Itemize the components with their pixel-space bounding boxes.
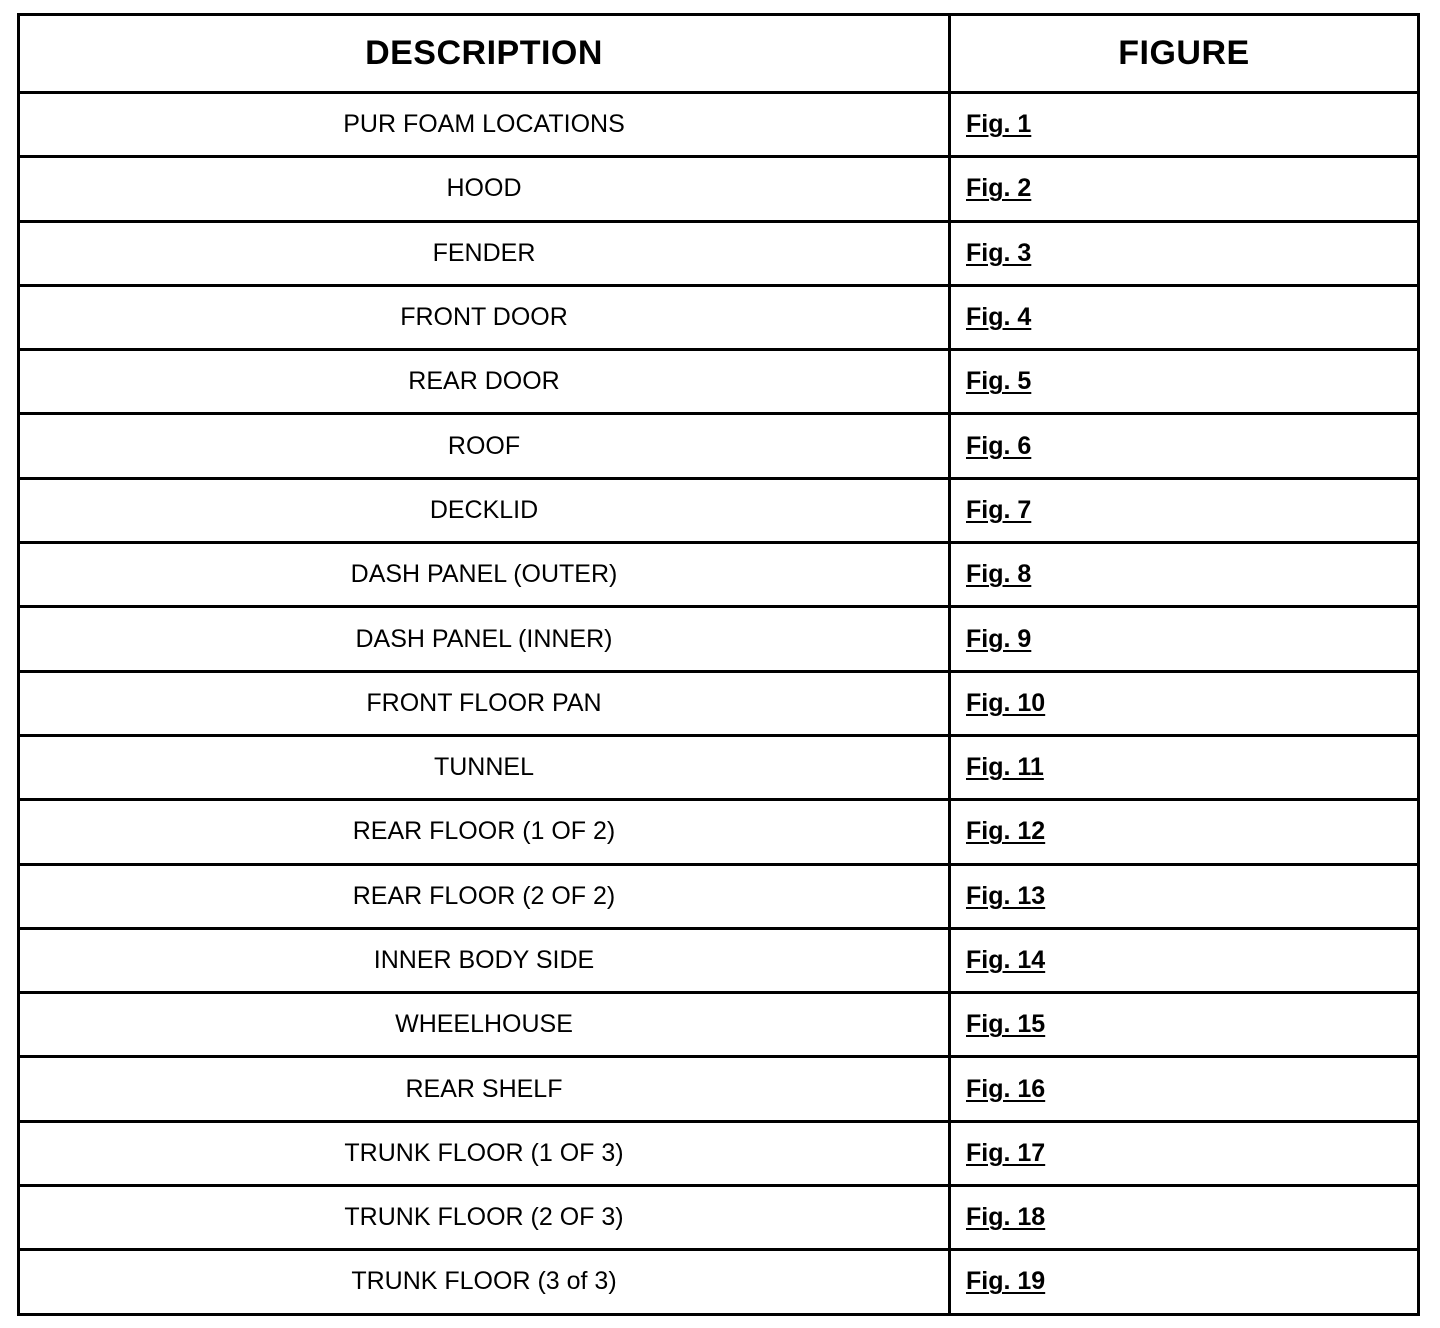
table-row: [19, 414, 1419, 478]
figure-cell: [950, 414, 1419, 478]
figure-cell: [950, 928, 1419, 992]
table-row: [19, 1121, 1419, 1185]
description-cell: TRUNK FLOOR (1 OF 3): [19, 1121, 950, 1185]
figure-link[interactable]: Fig. 16: [966, 1074, 1046, 1103]
description-cell: DASH PANEL (INNER): [19, 607, 950, 671]
figure-link[interactable]: Fig. 17: [966, 1138, 1046, 1167]
figure-cell: [950, 221, 1419, 285]
description-cell: FRONT DOOR: [19, 285, 950, 349]
table-row: [19, 993, 1419, 1057]
figure-link[interactable]: Fig. 7: [966, 495, 1032, 524]
figure-cell: [950, 735, 1419, 799]
figure-link[interactable]: Fig. 11: [966, 753, 1044, 782]
description-cell: TRUNK FLOOR (2 OF 3): [19, 1186, 950, 1250]
table-row: [19, 735, 1419, 799]
figure-cell: [950, 93, 1419, 157]
figure-link[interactable]: Fig. 14: [966, 946, 1046, 974]
table-row: [19, 864, 1419, 928]
figure-cell: [950, 800, 1419, 864]
figure-link[interactable]: Fig. 2: [966, 174, 1032, 203]
table-row: [19, 157, 1419, 221]
description-cell: FRONT FLOOR PAN: [19, 671, 950, 735]
table-body: [19, 93, 1419, 1315]
figure-cell: [950, 543, 1419, 607]
description-cell: DECKLID: [19, 478, 950, 542]
table-row: [19, 1250, 1419, 1314]
figure-cell: [950, 1121, 1419, 1185]
figure-cell: [950, 993, 1419, 1057]
description-column-header: DESCRIPTION: [19, 15, 950, 93]
figure-link[interactable]: Fig. 19: [966, 1267, 1046, 1296]
table-row: [19, 928, 1419, 992]
figure-link[interactable]: Fig. 13: [966, 881, 1046, 910]
figure-index-table: [17, 13, 1420, 1316]
table-row: [19, 1186, 1419, 1250]
table-row: [19, 543, 1419, 607]
table-row: [19, 285, 1419, 349]
figure-link[interactable]: Fig. 12: [966, 817, 1046, 846]
figure-link[interactable]: Fig. 1: [966, 110, 1032, 139]
figure-cell: [950, 671, 1419, 735]
table-row: [19, 671, 1419, 735]
description-cell: INNER BODY SIDE: [19, 928, 950, 992]
table-row: [19, 221, 1419, 285]
description-cell: REAR SHELF: [19, 1057, 950, 1121]
figure-link[interactable]: Fig. 5: [966, 367, 1032, 396]
figure-cell: [950, 1057, 1419, 1121]
figure-cell: [950, 864, 1419, 928]
header-row: [19, 15, 1419, 93]
description-cell: FENDER: [19, 221, 950, 285]
figure-cell: [950, 1250, 1419, 1314]
description-cell: TUNNEL: [19, 735, 950, 799]
figure-link[interactable]: Fig. 3: [966, 238, 1032, 267]
figure-cell: [950, 478, 1419, 542]
description-cell: REAR FLOOR (1 OF 2): [19, 800, 950, 864]
figure-link[interactable]: Fig. 18: [966, 1203, 1046, 1232]
figure-link[interactable]: Fig. 4: [966, 303, 1032, 332]
table-row: [19, 93, 1419, 157]
figure-link[interactable]: Fig. 8: [966, 560, 1032, 589]
figure-cell: [950, 285, 1419, 349]
figure-link[interactable]: Fig. 6: [966, 431, 1032, 460]
table-row: [19, 800, 1419, 864]
description-cell: DASH PANEL (OUTER): [19, 543, 950, 607]
figure-cell: [950, 607, 1419, 671]
description-cell: PUR FOAM LOCATIONS: [19, 93, 950, 157]
table-row: [19, 478, 1419, 542]
figure-cell: [950, 1186, 1419, 1250]
description-cell: HOOD: [19, 157, 950, 221]
table-header: [19, 15, 1419, 93]
description-cell: WHEELHOUSE: [19, 993, 950, 1057]
figure-link[interactable]: Fig. 10: [966, 688, 1046, 717]
description-cell: REAR DOOR: [19, 350, 950, 414]
table-row: [19, 350, 1419, 414]
figure-link[interactable]: Fig. 9: [966, 624, 1032, 653]
figure-link[interactable]: Fig. 15: [966, 1010, 1046, 1039]
figure-cell: [950, 350, 1419, 414]
description-cell: TRUNK FLOOR (3 of 3): [19, 1250, 950, 1314]
table-row: [19, 607, 1419, 671]
table-row: [19, 1057, 1419, 1121]
figure-cell: [950, 157, 1419, 221]
description-cell: REAR FLOOR (2 OF 2): [19, 864, 950, 928]
figure-column-header: FIGURE: [950, 15, 1419, 93]
description-cell: ROOF: [19, 414, 950, 478]
